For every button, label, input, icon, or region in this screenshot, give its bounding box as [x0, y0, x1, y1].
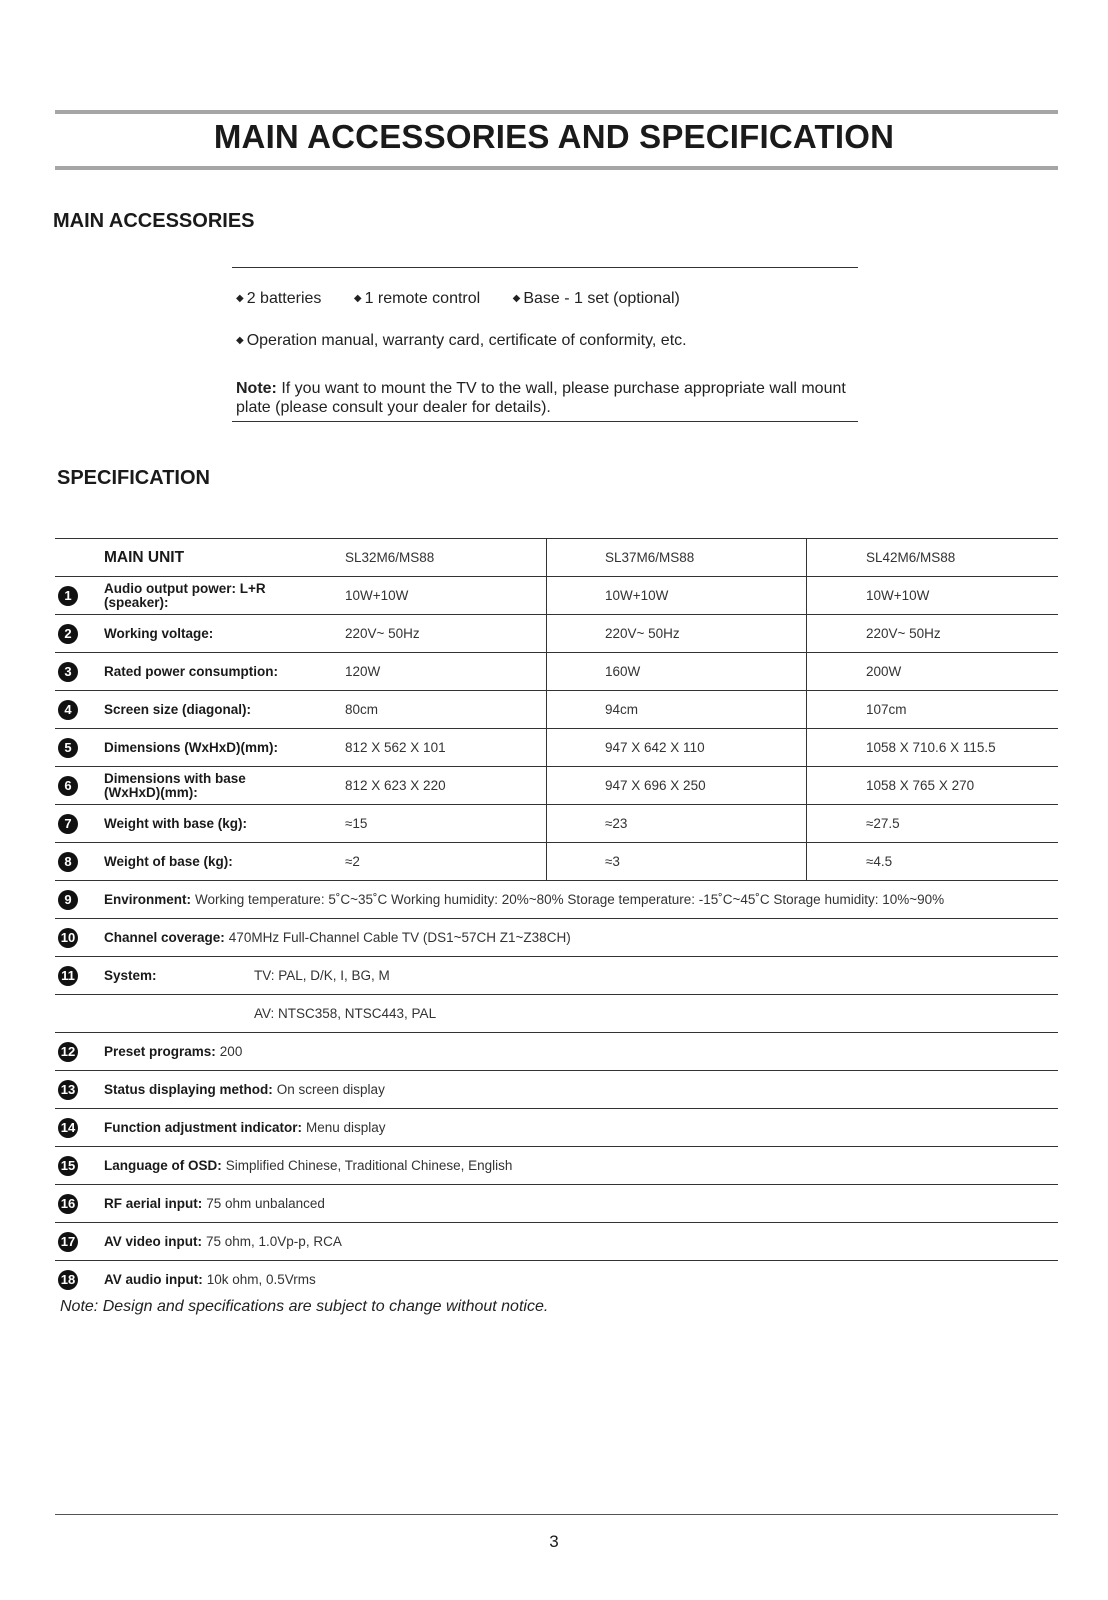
- accessory-text: 1 remote control: [364, 290, 481, 307]
- spec-value: TV: PAL, D/K, I, BG, M: [254, 968, 390, 983]
- spec-value: On screen display: [276, 1082, 385, 1097]
- spec-value: 75 ohm, 1.0Vp-p, RCA: [206, 1234, 342, 1249]
- spec-value: 107cm: [866, 702, 907, 717]
- accessory-item: [236, 290, 321, 307]
- model-name: SL42M6/MS88: [866, 550, 956, 565]
- spec-full-text: [104, 1261, 316, 1298]
- spec-value: 10W+10W: [866, 588, 930, 603]
- number-badge-icon: 10: [58, 928, 78, 948]
- spec-value: 812 X 623 X 220: [345, 778, 446, 793]
- accessory-note: [236, 379, 856, 417]
- spec-row-full: [55, 1109, 1058, 1147]
- accessories-heading: MAIN ACCESSORIES: [53, 210, 255, 232]
- spec-row: [55, 691, 1058, 729]
- accessory-text: 2 batteries: [246, 290, 322, 307]
- spec-value: 10W+10W: [345, 588, 409, 603]
- spec-row-full: [55, 957, 1058, 995]
- spec-full-text: [104, 881, 944, 918]
- number-badge-icon: 8: [58, 852, 78, 872]
- spec-row: [55, 577, 1058, 615]
- spec-row: [55, 729, 1058, 767]
- accessories-line-2: [236, 332, 687, 350]
- spec-label: Rated power consumption:: [104, 663, 279, 679]
- spec-header-row: [55, 538, 1058, 577]
- number-badge-icon: 3: [58, 662, 78, 682]
- spec-value: 75 ohm unbalanced: [206, 1196, 325, 1211]
- spec-label: Function adjustment indicator:: [104, 1120, 302, 1135]
- column-divider: [806, 843, 807, 880]
- spec-label: Working voltage:: [104, 625, 214, 641]
- number-badge-icon: 18: [58, 1270, 78, 1290]
- spec-full-text: [104, 1033, 242, 1070]
- column-divider: [806, 805, 807, 842]
- spec-value: 947 X 696 X 250: [605, 778, 706, 793]
- spec-row: [55, 615, 1058, 653]
- spec-value: 94cm: [605, 702, 639, 717]
- footnote: Note: Design and specifications are subject to change without notice.: [60, 1298, 549, 1315]
- spec-value: ≈4.5: [866, 854, 893, 869]
- bullet-icon: ◆: [512, 293, 521, 304]
- spec-row: [55, 805, 1058, 843]
- spec-value: 10W+10W: [605, 588, 669, 603]
- accessory-text: Base - 1 set (optional): [523, 290, 680, 307]
- number-badge-icon: 12: [58, 1042, 78, 1062]
- column-divider: [806, 767, 807, 804]
- number-badge-icon: 4: [58, 700, 78, 720]
- column-divider: [806, 729, 807, 766]
- spec-row-full: [55, 1147, 1058, 1185]
- spec-value: AV: NTSC358, NTSC443, PAL: [254, 1006, 437, 1021]
- column-divider: [806, 539, 807, 576]
- column-divider: [546, 805, 547, 842]
- spec-label: Language of OSD:: [104, 1158, 222, 1173]
- column-divider: [806, 653, 807, 690]
- spec-value: 160W: [605, 664, 641, 679]
- column-divider: [546, 577, 547, 614]
- number-badge-icon: 16: [58, 1194, 78, 1214]
- number-badge-icon: 6: [58, 776, 78, 796]
- spec-value: 1058 X 765 X 270: [866, 778, 975, 793]
- accessories-line-1: [236, 290, 708, 308]
- top-rule: [55, 110, 1058, 114]
- bullet-icon: ◆: [353, 293, 362, 304]
- spec-label: Dimensions (WxHxD)(mm):: [104, 739, 279, 755]
- bullet-icon: ◆: [236, 293, 244, 304]
- specification-heading: SPECIFICATION: [57, 467, 210, 489]
- spec-label: AV video input:: [104, 1234, 202, 1249]
- bullet-icon: ◆: [236, 335, 244, 346]
- spec-row-full: [55, 881, 1058, 919]
- spec-value: 120W: [345, 664, 381, 679]
- spec-row-full: [55, 1185, 1058, 1223]
- spec-label: Status displaying method:: [104, 1082, 273, 1097]
- accessory-item: [354, 290, 480, 307]
- spec-label: Screen size (diagonal):: [104, 701, 252, 717]
- spec-value: ≈2: [345, 854, 360, 869]
- number-badge-icon: 13: [58, 1080, 78, 1100]
- spec-label: RF aerial input:: [104, 1196, 203, 1211]
- spec-value: ≈15: [345, 816, 368, 831]
- spec-full-text: [254, 995, 436, 1032]
- model-name: SL32M6/MS88: [345, 550, 435, 565]
- spec-full-text: [104, 1223, 342, 1260]
- number-badge-icon: 9: [58, 890, 78, 910]
- number-badge-icon: 11: [58, 966, 78, 986]
- spec-label: Dimensions with base (WxHxD)(mm):: [104, 770, 246, 800]
- spec-row-full: [55, 1033, 1058, 1071]
- spec-value: Working temperature: 5˚C~35˚C Working humidity: 20%~80% Storage temperature: -15˚C~45˚C Storage humidity: 10%~90%: [195, 892, 945, 907]
- number-badge-icon: 17: [58, 1232, 78, 1252]
- spec-value: ≈27.5: [866, 816, 900, 831]
- spec-value: ≈23: [605, 816, 628, 831]
- spec-full-text: [104, 919, 571, 956]
- number-badge-icon: 5: [58, 738, 78, 758]
- spec-label: Preset programs:: [104, 1044, 216, 1059]
- spec-label: Audio output power: L+R (speaker):: [104, 580, 266, 610]
- spec-row: [55, 653, 1058, 691]
- spec-label: Weight of base (kg):: [104, 853, 233, 869]
- spec-label: AV audio input:: [104, 1272, 203, 1287]
- accessory-text: Operation manual, warranty card, certificate of conformity, etc.: [246, 332, 687, 349]
- spec-value: ≈3: [605, 854, 620, 869]
- spec-value: 10k ohm, 0.5Vrms: [206, 1272, 316, 1287]
- accessory-item: [513, 290, 680, 307]
- spec-row: [55, 767, 1058, 805]
- accessories-bottom-rule: [232, 421, 858, 422]
- note-text: If you want to mount the TV to the wall, please purchase appropriate wall mount plate (please consult your dealer for details).: [236, 380, 846, 416]
- main-unit-label: MAIN UNIT: [104, 548, 185, 566]
- column-divider: [806, 615, 807, 652]
- spec-value: 80cm: [345, 702, 379, 717]
- spec-value: 812 X 562 X 101: [345, 740, 446, 755]
- spec-full-text: [104, 1109, 386, 1146]
- spec-value: 200: [219, 1044, 243, 1059]
- spec-label: Environment:: [104, 892, 192, 907]
- spec-full-text: [104, 1071, 385, 1108]
- spec-value: 220V~ 50Hz: [605, 626, 680, 641]
- column-divider: [546, 615, 547, 652]
- spec-value: Simplified Chinese, Traditional Chinese, English: [225, 1158, 513, 1173]
- spec-label: System:: [104, 968, 157, 983]
- spec-row: [55, 843, 1058, 881]
- spec-row-full: [55, 1223, 1058, 1261]
- spec-label: Channel coverage:: [104, 930, 225, 945]
- column-divider: [546, 653, 547, 690]
- number-badge-icon: 2: [58, 624, 78, 644]
- title-bottom-rule: [55, 166, 1058, 170]
- page-title: MAIN ACCESSORIES AND SPECIFICATION: [213, 118, 895, 155]
- column-divider: [546, 767, 547, 804]
- spec-value: 220V~ 50Hz: [345, 626, 420, 641]
- footer-rule: [55, 1514, 1058, 1515]
- spec-value: Menu display: [306, 1120, 386, 1135]
- spec-full-text: [104, 1185, 325, 1222]
- spec-row-full: [55, 919, 1058, 957]
- column-divider: [546, 691, 547, 728]
- number-badge-icon: 7: [58, 814, 78, 834]
- column-divider: [806, 691, 807, 728]
- column-divider: [806, 577, 807, 614]
- note-label: Note:: [236, 380, 277, 397]
- spec-table: [55, 538, 1058, 1298]
- spec-full-text: [104, 1147, 512, 1184]
- model-name: SL37M6/MS88: [605, 550, 695, 565]
- spec-value: 947 X 642 X 110: [605, 740, 705, 755]
- number-badge-icon: 15: [58, 1156, 78, 1176]
- column-divider: [546, 539, 547, 576]
- column-divider: [546, 729, 547, 766]
- spec-row-full: [55, 995, 1058, 1033]
- spec-value: 220V~ 50Hz: [866, 626, 941, 641]
- spec-row-full: [55, 1071, 1058, 1109]
- column-divider: [546, 843, 547, 880]
- spec-value: 200W: [866, 664, 902, 679]
- page-number: 3: [549, 1532, 559, 1551]
- spec-label: Weight with base (kg):: [104, 815, 248, 831]
- spec-row-full: [55, 1261, 1058, 1298]
- number-badge-icon: 1: [58, 586, 78, 606]
- spec-full-text: [104, 957, 390, 994]
- spec-value: 470MHz Full-Channel Cable TV (DS1~57CH Z1~Z38CH): [228, 930, 571, 945]
- spec-value: 1058 X 710.6 X 115.5: [866, 740, 996, 755]
- number-badge-icon: 14: [58, 1118, 78, 1138]
- accessories-top-rule: [232, 267, 858, 268]
